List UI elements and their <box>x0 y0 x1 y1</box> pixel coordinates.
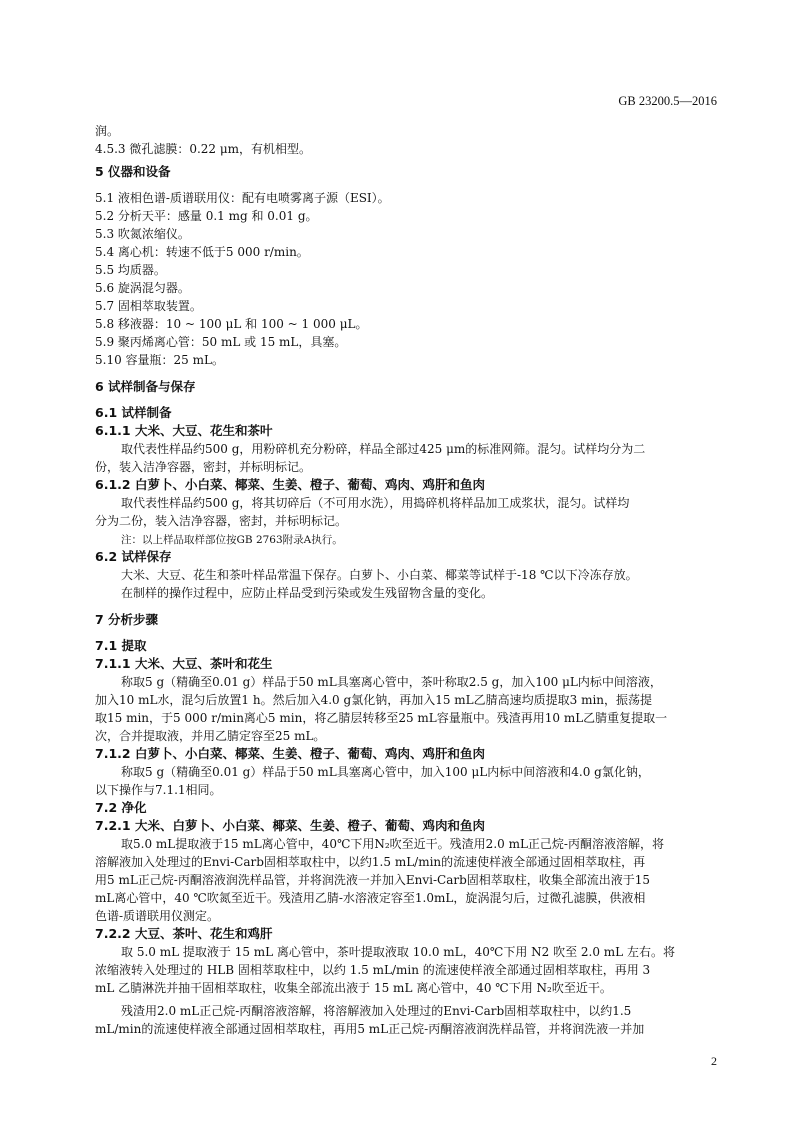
body-text-line: 加入10 mL水，混匀后放置1 h。然后加入4.0 g氯化钠，再加入15 mL乙腈高速均质提取3 min，振荡提 <box>95 693 653 707</box>
section-heading: 7.1.1 大米、大豆、茶叶和花生 <box>95 656 273 671</box>
body-text-line: 取15 min，于5 000 r/min离心5 min，将乙腈层转移至25 mL容量瓶中。残渣再用10 mL乙腈重复提取一 <box>95 711 668 725</box>
body-text-line: 称取5 g（精确至0.01 g）样品于50 mL具塞离心管中，茶叶称取2.5 g，加入100 μL内标中间溶液， <box>121 675 662 689</box>
body-text-line: 用5 mL正己烷-丙酮溶液润洗样品管，并将润洗液一并加入Envi-Carb固相萃取柱，收集全部流出液于15 <box>95 873 651 887</box>
document-code-header: GB 23200.5—2016 <box>618 94 717 108</box>
section-heading: 6.1.2 白萝卜、小白菜、椰菜、生姜、橙子、葡萄、鸡肉、鸡肝和鱼肉 <box>95 477 485 492</box>
body-text-line: 大米、大豆、花生和茶叶样品常温下保存。白萝卜、小白菜、椰菜等试样于-18 ℃以下冷冻存放。 <box>121 568 638 582</box>
body-text-line: 称取5 g（精确至0.01 g）样品于50 mL具塞离心管中，加入100 μL内标中间溶液和4.0 g氯化钠， <box>121 765 650 779</box>
body-text-line: 在制样的操作过程中，应防止样品受到污染或发生残留物含量的变化。 <box>121 586 494 600</box>
body-text-line: 5.2 分析天平：感量 0.1 mg 和 0.01 g。 <box>95 209 318 223</box>
body-text-line: 取代表性样品约500 g，用粉碎机充分粉碎，样品全部过425 μm的标准网筛。混匀。试样均分为二 <box>121 442 646 456</box>
body-text-line: mL离心管中，40 ℃吹氮至近干。残渣用乙腈-水溶液定容至1.0mL，旋涡混匀后，过微孔滤膜，供液相 <box>95 891 646 905</box>
body-text-line: 5.1 液相色谱-质谱联用仪：配有电喷雾离子源（ESI）。 <box>95 191 390 205</box>
body-text-line: 5.5 均质器。 <box>95 263 166 277</box>
section-heading: 7 分析步骤 <box>95 612 159 627</box>
body-text-line: 取 5.0 mL 提取液于 15 mL 离心管中，茶叶提取液取 10.0 mL，40℃下用 N2 吹至 2.0 mL 左右。将 <box>121 945 675 959</box>
body-text-line: 5.9 聚丙烯离心管：50 mL 或 15 mL，具塞。 <box>95 335 347 349</box>
section-heading: 6.1.1 大米、大豆、花生和茶叶 <box>95 423 273 438</box>
section-heading: 7.2 净化 <box>95 800 147 815</box>
body-text-line: 5.10 容量瓶：25 mL。 <box>95 353 224 367</box>
section-heading: 7.2.2 大豆、茶叶、花生和鸡肝 <box>95 926 273 941</box>
body-text-line: 5.8 移液器：10 ~ 100 μL 和 100 ~ 1 000 μL。 <box>95 317 368 331</box>
body-text-line: mL 乙腈淋洗并抽干固相萃取柱，收集全部流出液于 15 mL 离心管中，40 ℃下用 N₂吹至近干。 <box>95 981 612 995</box>
body-text-line: 次，合并提取液，并用乙腈定容至25 mL。 <box>95 729 326 743</box>
section-heading: 7.1.2 白萝卜、小白菜、椰菜、生姜、橙子、葡萄、鸡肉、鸡肝和鱼肉 <box>95 746 485 761</box>
page-number: 2 <box>711 1054 717 1068</box>
body-text-line: 份，装入洁净容器，密封，并标明标记。 <box>95 460 312 474</box>
body-text-line: mL/min的流速使样液全部通过固相萃取柱，再用5 mL正己烷-丙酮溶液润洗样品管，并将润洗液一并加 <box>95 1022 645 1036</box>
section-heading: 5 仪器和设备 <box>95 164 171 179</box>
body-text-line: 溶解液加入处理过的Envi-Carb固相萃取柱中，以约1.5 mL/min的流速使样液全部通过固相萃取柱，再 <box>95 855 646 869</box>
body-text-line: 残渣用2.0 mL正己烷-丙酮溶液溶解，将溶解液加入处理过的Envi-Carb固相萃取柱中，以约1.5 <box>121 1004 632 1018</box>
body-text-line: 5.6 旋涡混匀器。 <box>95 281 190 295</box>
note-text: 注：以上样品取样部位按GB 2763附录A执行。 <box>121 534 343 546</box>
body-text-line: 以下操作与7.1.1相同。 <box>95 783 222 797</box>
body-text-line: 浓缩液转入处理过的 HLB 固相萃取柱中，以约 1.5 mL/min 的流速使样液全部通过固相萃取柱，再用 3 <box>95 963 651 977</box>
section-heading: 6.1 试样制备 <box>95 405 172 420</box>
body-text-line: 色谱-质谱联用仪测定。 <box>95 909 220 923</box>
body-text-line: 分为二份，装入洁净容器，密封，并标明标记。 <box>95 514 348 528</box>
section-heading: 7.2.1 大米、白萝卜、小白菜、椰菜、生姜、橙子、葡萄、鸡肉和鱼肉 <box>95 818 485 833</box>
section-heading: 6.2 试样保存 <box>95 549 172 564</box>
body-text-line: 4.5.3 微孔滤膜：0.22 μm，有机相型。 <box>95 142 312 156</box>
body-text-line: 润。 <box>95 124 120 138</box>
body-text-line: 取代表性样品约500 g，将其切碎后（不可用水洗），用捣碎机将样品加工成浆状，混匀。试样均 <box>121 496 630 510</box>
body-text-line: 5.3 吹氮浓缩仪。 <box>95 227 190 241</box>
body-text-line: 取5.0 mL提取液于15 mL离心管中，40℃下用N₂吹至近干。残渣用2.0 mL正己烷-丙酮溶液溶解，将 <box>121 837 664 851</box>
section-heading: 6 试样制备与保存 <box>95 379 196 394</box>
body-text-line: 5.7 固相萃取装置。 <box>95 299 202 313</box>
section-heading: 7.1 提取 <box>95 638 147 653</box>
body-text-line: 5.4 离心机：转速不低于5 000 r/min。 <box>95 245 309 259</box>
